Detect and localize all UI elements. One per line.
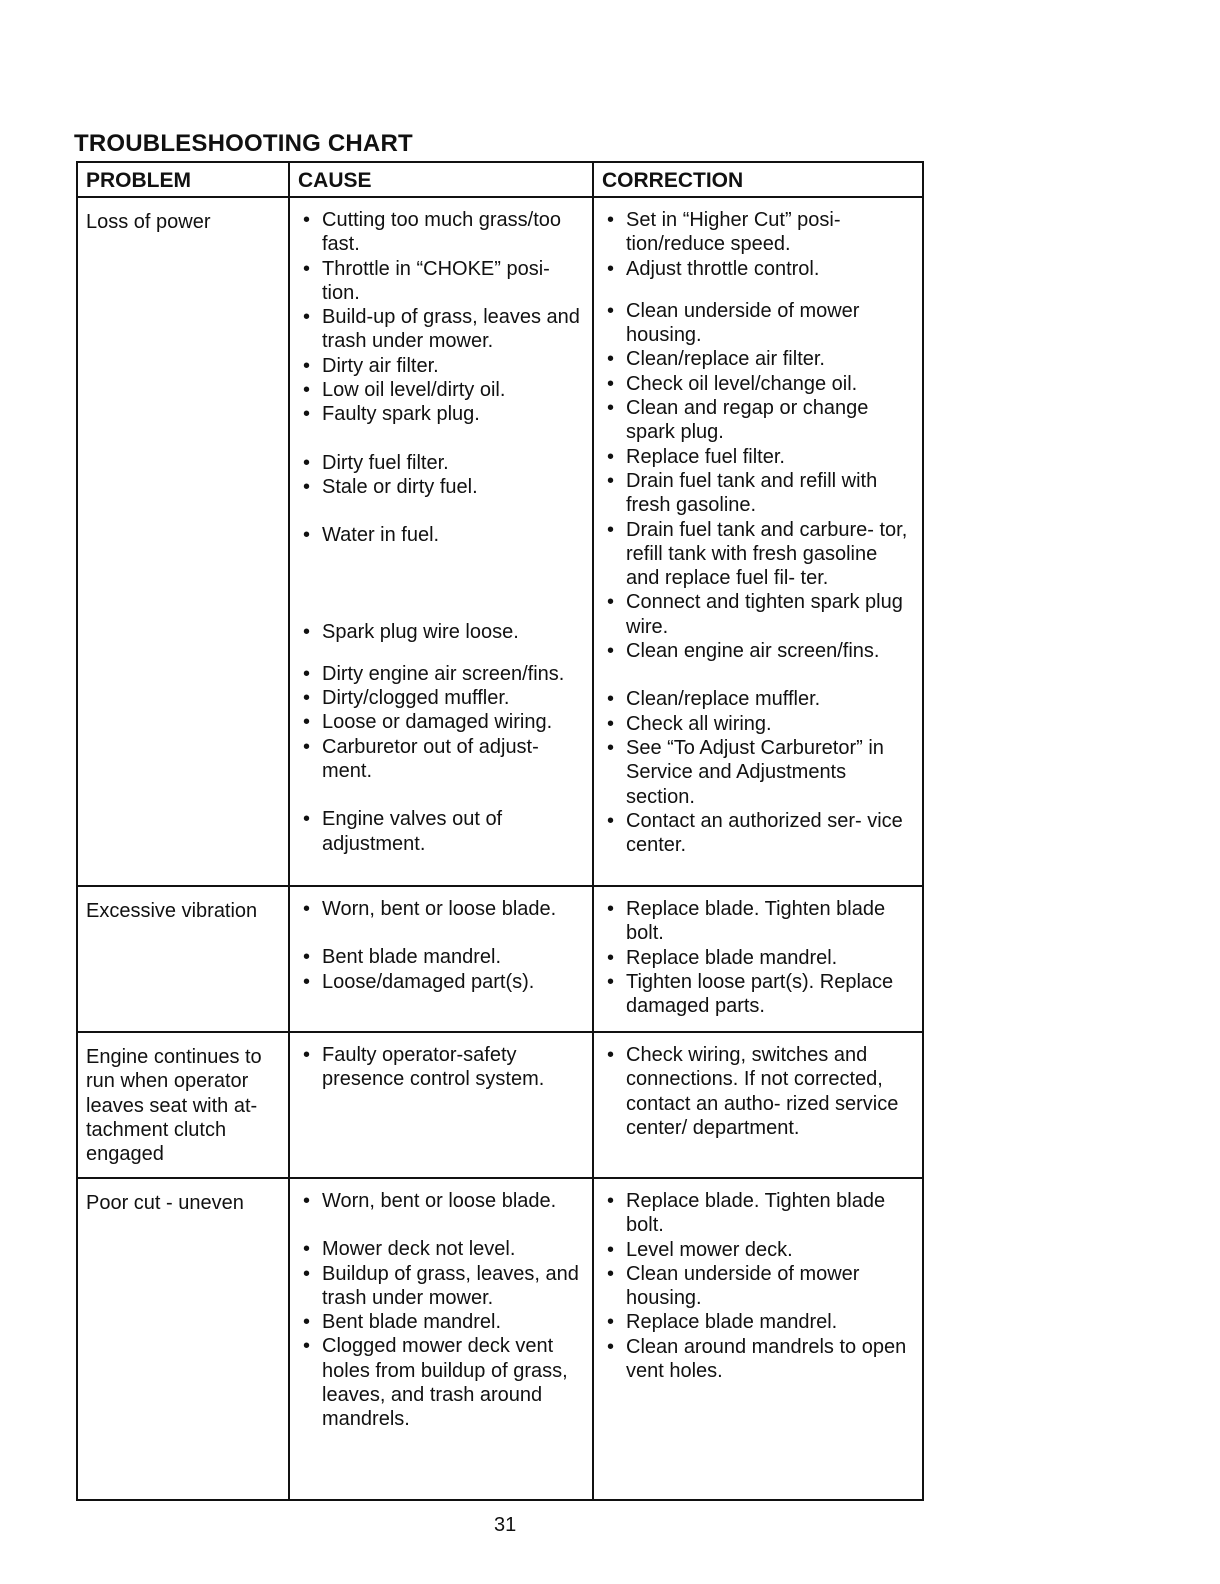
row-corrections (594, 1033, 922, 1179)
correction-item: • Clean underside of mower housing. (604, 1262, 914, 1311)
cause-item: • Loose or damaged wiring. (300, 710, 584, 734)
cause-item: • Buildup of grass, leaves, and trash under mower. (300, 1262, 584, 1311)
cause-item: • Low oil level/dirty oil. (300, 378, 584, 402)
correction-item: • Level mower deck. (604, 1238, 914, 1262)
correction-item: • Set in “Higher Cut” posi- tion/reduce speed. (604, 208, 914, 257)
cause-item: • Mower deck not level. (300, 1237, 584, 1261)
cause-list (290, 887, 592, 994)
correction-item: • Clean underside of mower housing. (604, 299, 914, 348)
cause-item: • Dirty air filter. (300, 354, 584, 378)
cause-item: • Loose/damaged part(s). (300, 970, 584, 994)
row-problem: Engine continues to run when operator leaves seat with at- tachment clutch engaged (78, 1033, 290, 1179)
correction-item: • Contact an authorized ser- vice center. (604, 809, 914, 858)
cause-item: • Water in fuel. (300, 523, 584, 547)
correction-item: • Drain fuel tank and refill with fresh gasoline. (604, 469, 914, 518)
cause-list (290, 198, 592, 856)
cause-item: • Faulty spark plug. (300, 402, 584, 426)
correction-item: • Connect and tighten spark plug wire. (604, 590, 914, 639)
correction-item: • Clean engine air screen/fins. (604, 639, 914, 663)
cause-item: • Cutting too much grass/too fast. (300, 208, 584, 257)
correction-item: • Replace blade mandrel. (604, 1310, 914, 1334)
row-corrections (594, 1179, 922, 1499)
row-problem: Loss of power (78, 198, 290, 887)
cause-item: • Worn, bent or loose blade. (300, 1189, 584, 1213)
correction-item: • Clean/replace air filter. (604, 347, 914, 371)
cause-item: • Dirty fuel filter. (300, 451, 584, 475)
cause-item: • Throttle in “CHOKE” posi- tion. (300, 257, 584, 306)
header-correction: CORRECTION (594, 163, 922, 198)
correction-item: • Clean and regap or change spark plug. (604, 396, 914, 445)
correction-item: • Drain fuel tank and carbure- tor, refill tank with fresh gasoline and replace fuel fil- ter. (604, 518, 914, 591)
cause-item: • Engine valves out of adjustment. (300, 807, 584, 856)
correction-item: • Check all wiring. (604, 712, 914, 736)
correction-item: • Replace blade. Tighten blade bolt. (604, 1189, 914, 1238)
row-corrections (594, 887, 922, 1033)
correction-list (594, 887, 922, 1018)
troubleshooting-table (76, 161, 924, 1501)
correction-item: • Replace fuel filter. (604, 445, 914, 469)
row-corrections (594, 198, 922, 887)
cause-item: • Dirty engine air screen/fins. (300, 662, 584, 686)
correction-item: • Replace blade mandrel. (604, 946, 914, 970)
correction-item: • Replace blade. Tighten blade bolt. (604, 897, 914, 946)
correction-item: • Adjust throttle control. (604, 257, 914, 281)
header-problem: PROBLEM (78, 163, 290, 198)
row-causes (290, 198, 594, 887)
cause-item: • Build-up of grass, leaves and trash under mower. (300, 305, 584, 354)
cause-item: • Clogged mower deck vent holes from buildup of grass, leaves, and trash around mandrels. (300, 1334, 584, 1431)
correction-item: • Clean/replace muffler. (604, 687, 914, 711)
cause-item: • Worn, bent or loose blade. (300, 897, 584, 921)
correction-list (594, 1179, 922, 1383)
correction-list (594, 1033, 922, 1140)
cause-item: • Bent blade mandrel. (300, 1310, 584, 1334)
correction-list (594, 198, 922, 857)
cause-item: • Bent blade mandrel. (300, 945, 584, 969)
correction-item: • Check oil level/change oil. (604, 372, 914, 396)
page-title: TROUBLESHOOTING CHART (74, 130, 413, 157)
header-cause: CAUSE (290, 163, 594, 198)
row-causes (290, 1033, 594, 1179)
cause-list (290, 1033, 592, 1092)
cause-item: • Spark plug wire loose. (300, 620, 584, 644)
correction-item: • Tighten loose part(s). Replace damaged parts. (604, 970, 914, 1019)
row-problem: Excessive vibration (78, 887, 290, 1033)
row-problem: Poor cut - uneven (78, 1179, 290, 1499)
page-number: 31 (494, 1514, 517, 1536)
cause-item: • Faulty operator-safety presence control system. (300, 1043, 584, 1092)
row-causes (290, 1179, 594, 1499)
row-causes (290, 887, 594, 1033)
cause-item: • Dirty/clogged muffler. (300, 686, 584, 710)
correction-item: • Check wiring, switches and connections. If not corrected, contact an autho- rized service center/ department. (604, 1043, 914, 1140)
cause-list (290, 1179, 592, 1432)
correction-item: • See “To Adjust Carburetor” in Service and Adjustments section. (604, 736, 914, 809)
cause-item: • Carburetor out of adjust- ment. (300, 735, 584, 784)
correction-item: • Clean around mandrels to open vent holes. (604, 1335, 914, 1384)
cause-item: • Stale or dirty fuel. (300, 475, 584, 499)
